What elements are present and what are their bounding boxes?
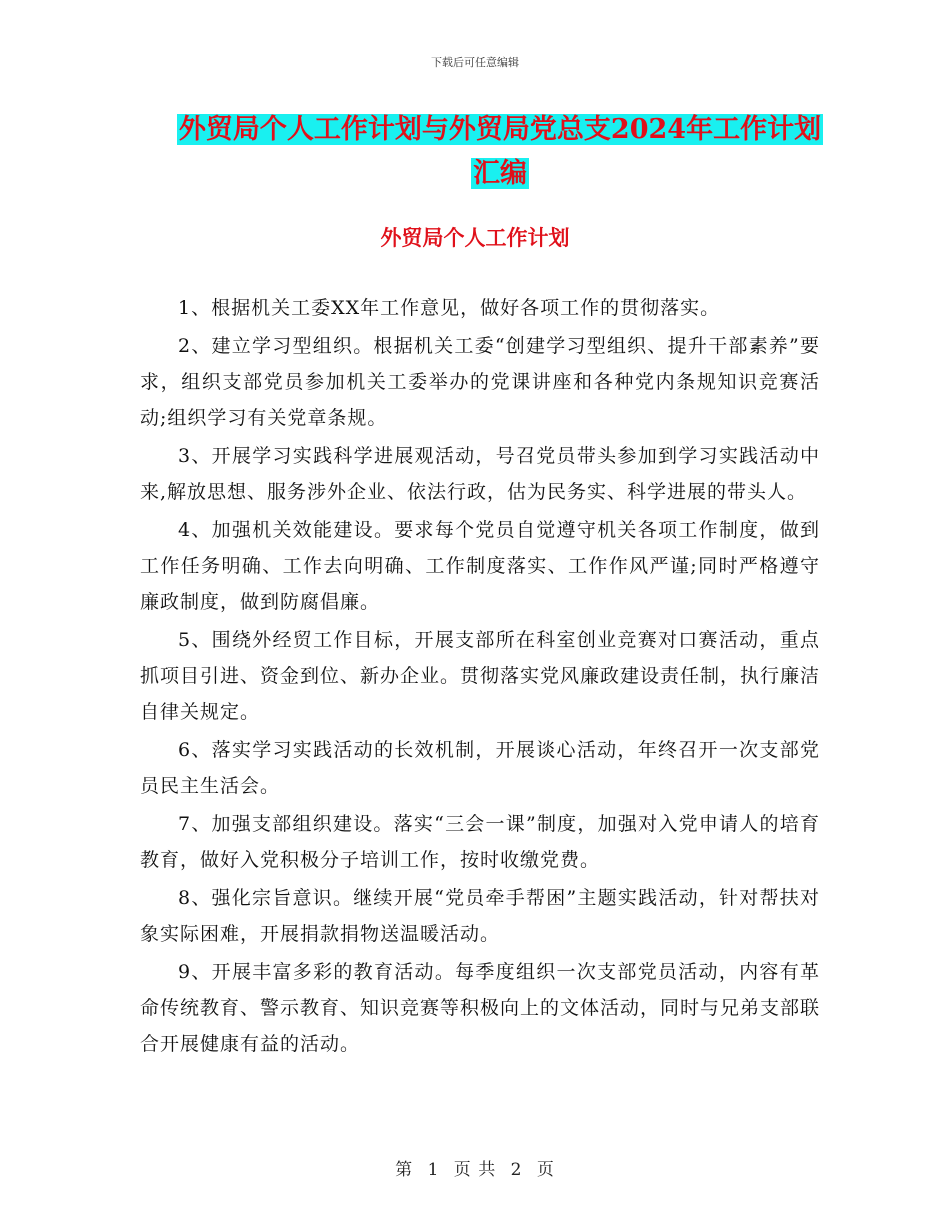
paragraph: 5、围绕外经贸工作目标，开展支部所在科室创业竞赛对口赛活动，重点抓项目引进、资金到位、新办企业。贯彻落实党风廉政建设责任制，执行廉洁自律关规定。: [140, 629, 821, 723]
paragraph: 2、建立学习型组织。根据机关工委“创建学习型组织、提升干部素养”要求，组织支部党员参加机关工委举办的党课讲座和各种党内条规知识竞赛活动;组织学习有关党章条规。: [140, 335, 820, 429]
document-title: [140, 108, 860, 196]
footer-total-pages: 2: [510, 1160, 523, 1180]
footer-page-number: 1: [427, 1160, 440, 1180]
paragraph: 6、落实学习实践活动的长效机制，开展谈心活动，年终召开一次支部党员民主生活会。: [140, 739, 820, 797]
footer-prefix: 第: [395, 1160, 414, 1180]
paragraph: 8、强化宗旨意识。继续开展“党员牵手帮困”主题实践活动，针对帮扶对象实际困难，开展捐款捐物送温暖活动。: [140, 887, 820, 945]
footer-suffix: 页: [536, 1160, 555, 1180]
header-note: 下载后可任意编辑: [431, 56, 519, 69]
document-title-line2: 汇编: [473, 158, 527, 189]
paragraph: 3、开展学习实践科学进展观活动，号召党员带头参加到学习实践活动中来,解放思想、服务涉外企业、依法行政，估为民务实、科学进展的带头人。: [140, 445, 820, 503]
section-title: 外贸局个人工作计划: [380, 225, 570, 250]
paragraph: 1、根据机关工委XX年工作意见，做好各项工作的贯彻落实。: [178, 297, 721, 319]
document-title-line1: 外贸局个人工作计划与外贸局党总支2024年工作计划: [178, 114, 822, 145]
paragraph: 7、加强支部组织建设。落实“三会一课”制度，加强对入党申请人的培育教育，做好入党积极分子培训工作，按时收缴党费。: [140, 813, 820, 871]
document-body: [140, 290, 820, 1064]
footer-middle: 页 共: [453, 1160, 497, 1180]
page-footer: [0, 1155, 950, 1180]
paragraph: 4、加强机关效能建设。要求每个党员自觉遵守机关各项工作制度，做到工作任务明确、工作去向明确、工作制度落实、工作作风严谨;同时严格遵守廉政制度，做到防腐倡廉。: [140, 519, 820, 613]
paragraph: 9、开展丰富多彩的教育活动。每季度组织一次支部党员活动，内容有革命传统教育、警示教育、知识竞赛等积极向上的文体活动，同时与兄弟支部联合开展健康有益的活动。: [140, 961, 821, 1055]
